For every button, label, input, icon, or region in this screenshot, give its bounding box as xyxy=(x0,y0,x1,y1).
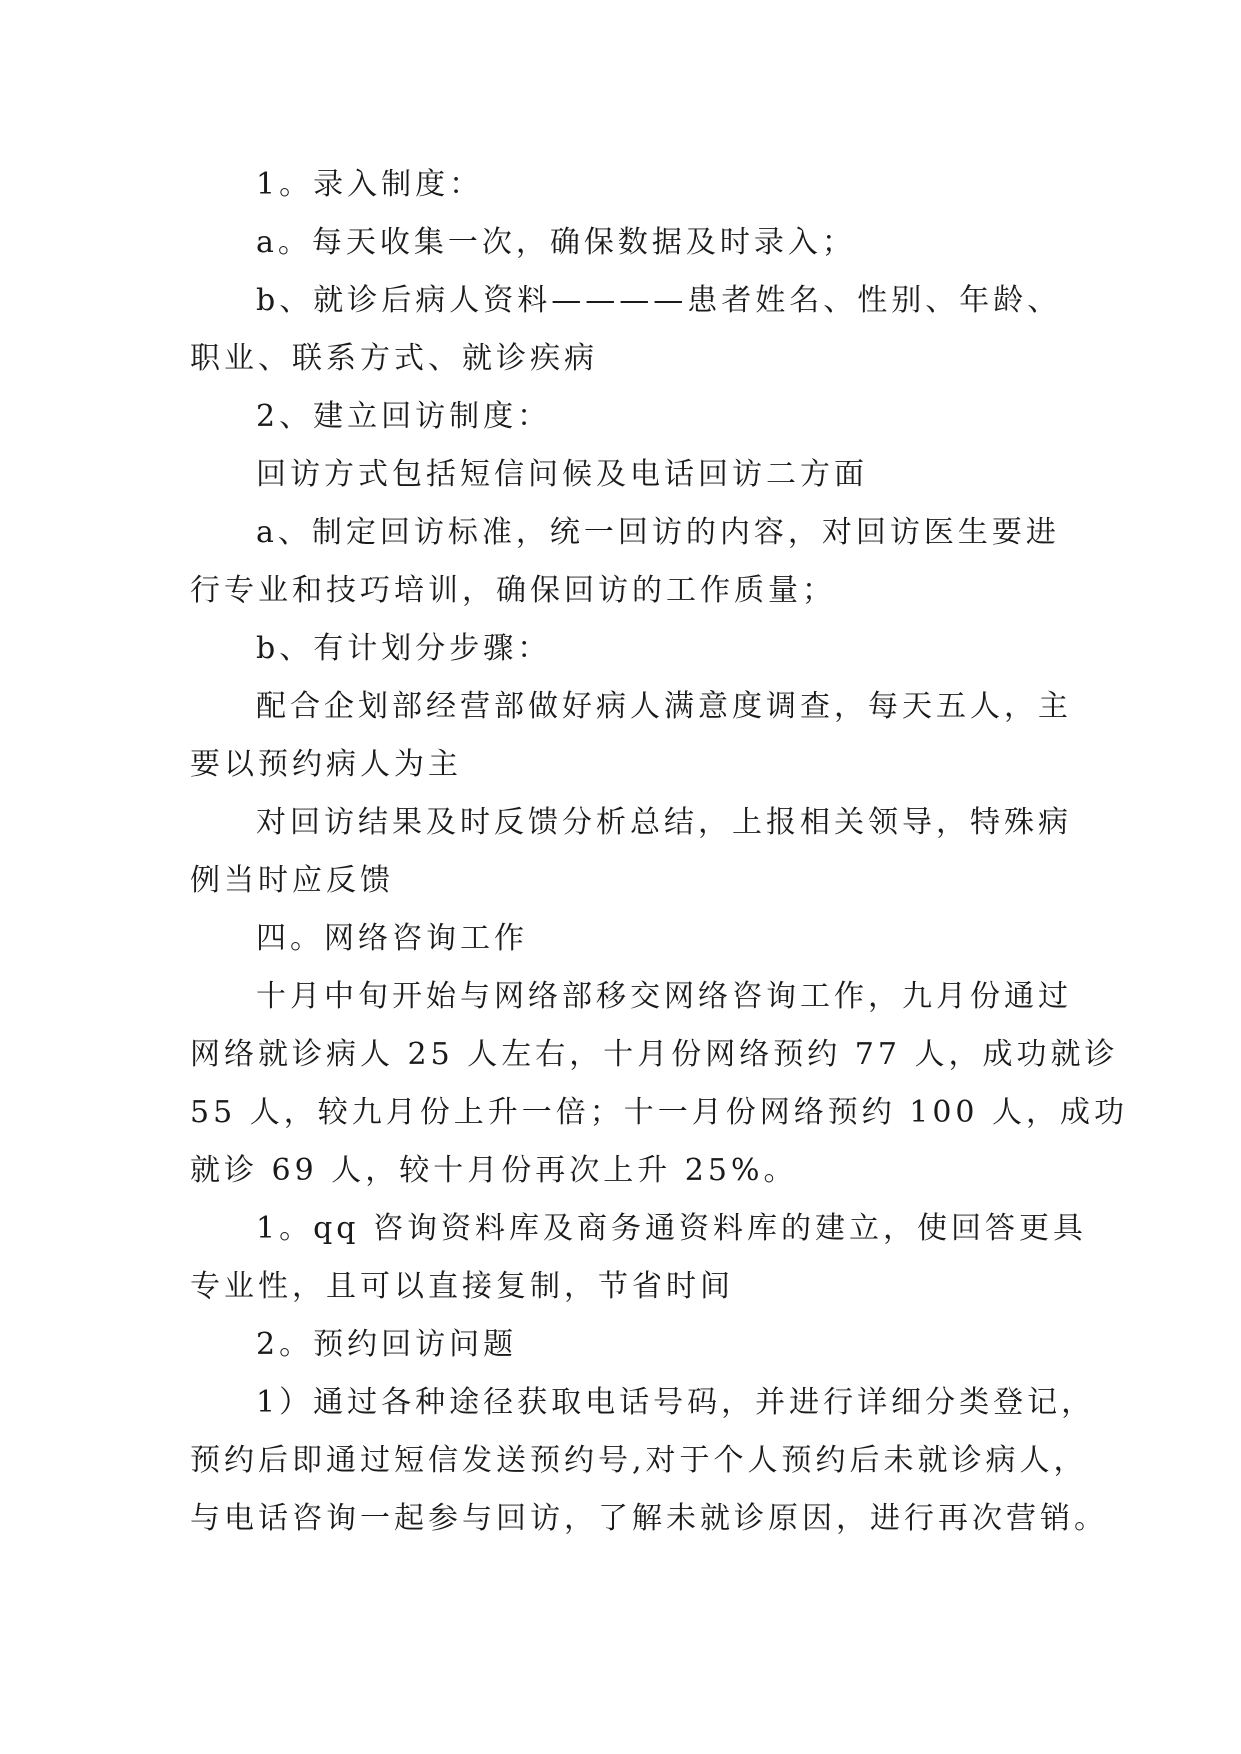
text-line: 2。预约回访问题 xyxy=(256,1327,518,1362)
text-line: 就诊 69 人，较十月份再次上升 25%。 xyxy=(190,1153,798,1188)
text-line: 对回访结果及时反馈分析总结，上报相关领导，特殊病 xyxy=(256,805,1072,840)
text-line: b、有计划分步骤： xyxy=(256,631,552,666)
text-line: 配合企划部经营部做好病人满意度调查，每天五人，主 xyxy=(256,689,1072,724)
text-line: 例当时应反馈 xyxy=(190,863,394,898)
text-line: 专业性，且可以直接复制，节省时间 xyxy=(190,1269,734,1304)
text-line: 1）通过各种途径获取电话号码，并进行详细分类登记， xyxy=(256,1385,1096,1420)
text-line: 四。网络咨询工作 xyxy=(256,921,528,956)
text-line: 2、建立回访制度： xyxy=(256,399,552,434)
text-line: a。每天收集一次，确保数据及时录入； xyxy=(256,225,856,260)
text-line: b、就诊后病人资料————患者姓名、性别、年龄、 xyxy=(256,283,1062,318)
text-line: 要以预约病人为主 xyxy=(190,747,462,782)
text-line: 55 人，较九月份上升一倍；十一月份网络预约 100 人，成功 xyxy=(190,1095,1129,1130)
text-line: 1。qq 咨询资料库及商务通资料库的建立，使回答更具 xyxy=(256,1211,1088,1246)
text-line: 预约后即通过短信发送预约号,对于个人预约后未就诊病人， xyxy=(190,1443,1088,1478)
text-line: 回访方式包括短信问候及电话回访二方面 xyxy=(256,457,868,492)
text-line: 与电话咨询一起参与回访，了解未就诊原因，进行再次营销。 xyxy=(190,1501,1108,1536)
text-line: 十月中旬开始与网络部移交网络咨询工作，九月份通过 xyxy=(256,979,1072,1014)
text-line: 行专业和技巧培训，确保回访的工作质量； xyxy=(190,573,836,608)
text-line: 1。录入制度： xyxy=(256,167,484,202)
text-line: 网络就诊病人 25 人左右，十月份网络预约 77 人，成功就诊 xyxy=(190,1037,1119,1072)
text-line: 职业、联系方式、就诊疾病 xyxy=(190,341,598,376)
text-line: a、制定回访标准，统一回访的内容，对回访医生要进 xyxy=(256,515,1060,550)
